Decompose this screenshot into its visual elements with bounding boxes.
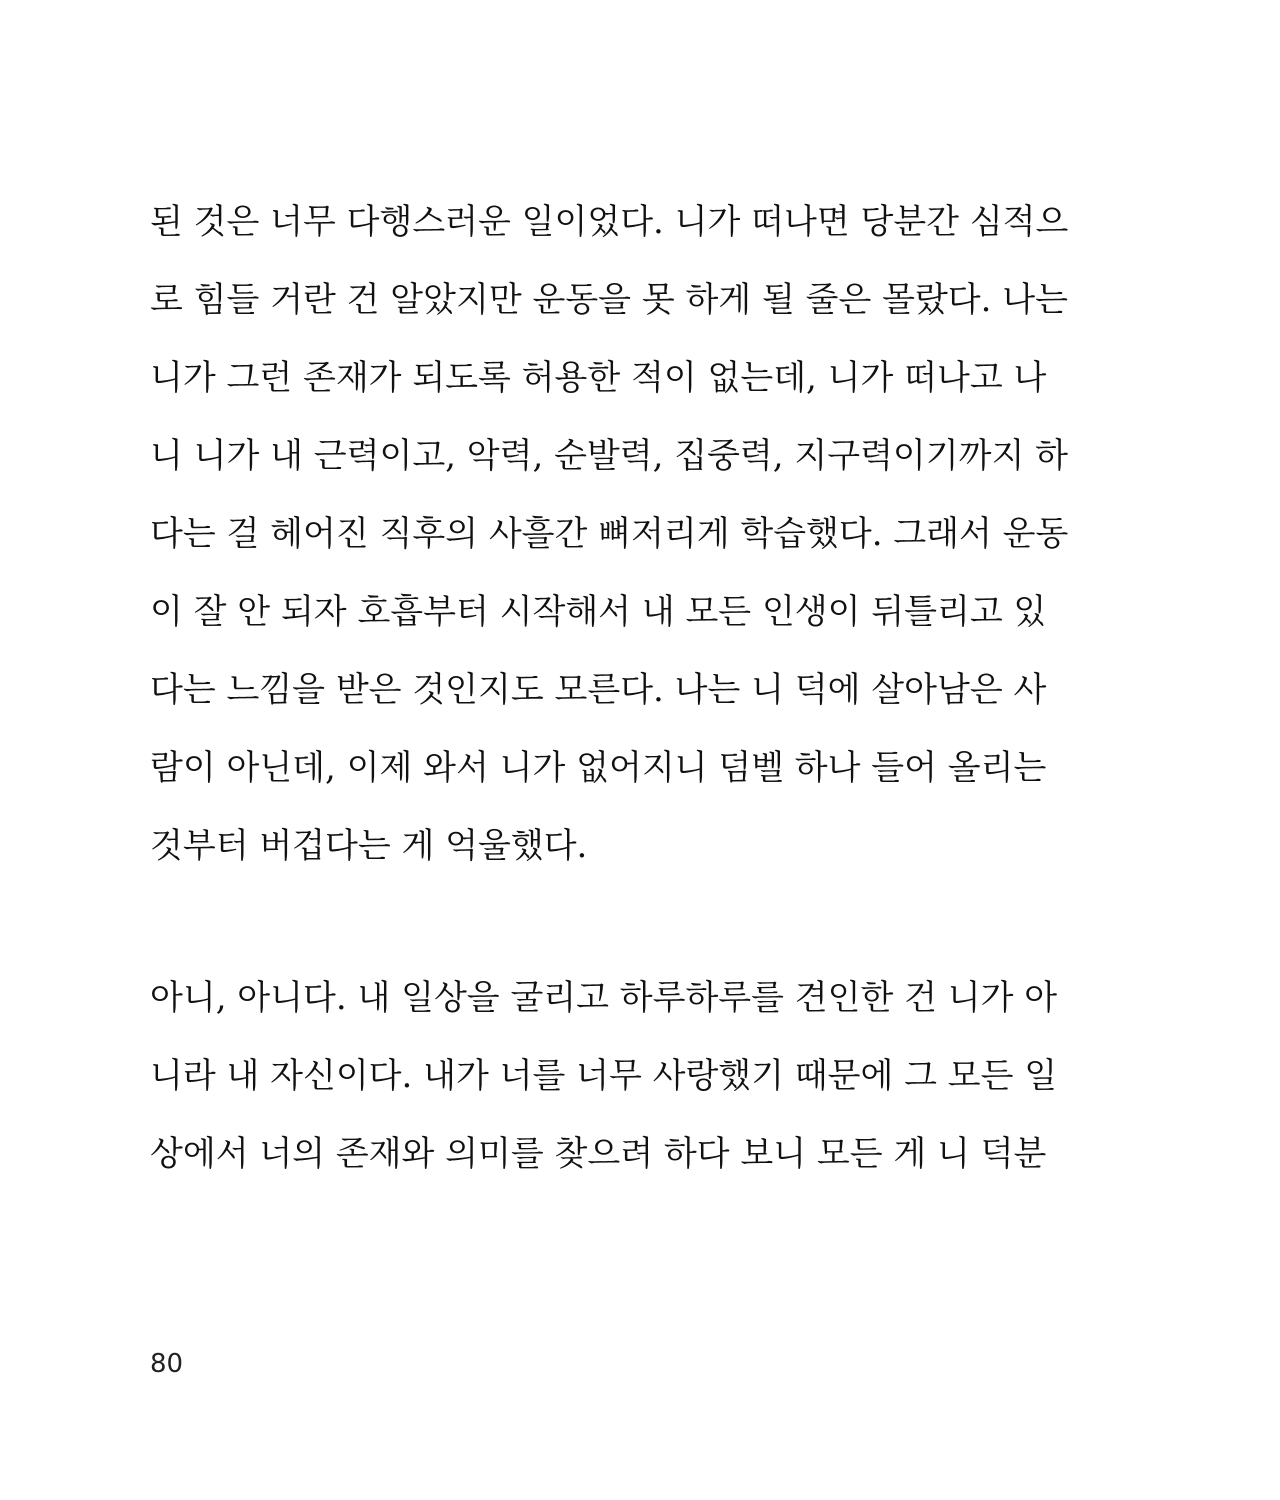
text-line: 상에서 너의 존재와 의미를 찾으려 하다 보니 모든 게 니 덕분 [150, 1134, 1047, 1174]
text-line: 것부터 버겁다는 게 억울했다. [150, 826, 588, 866]
text-line: 람이 아닌데, 이제 와서 니가 없어지니 덤벨 하나 들어 올리는 [150, 748, 1047, 788]
text-line: 다는 걸 헤어진 직후의 사흘간 뼈저리게 학습했다. 그래서 운동 [150, 514, 1069, 554]
text-line: 니가 그런 존재가 되도록 허용한 적이 없는데, 니가 떠나고 나 [150, 358, 1047, 398]
text-line: 니 니가 내 근력이고, 악력, 순발력, 집중력, 지구력이기까지 하 [150, 436, 1068, 476]
text-line: 니라 내 자신이다. 내가 너를 너무 사랑했기 때문에 그 모든 일 [150, 1056, 1058, 1096]
text-line: 아니, 아니다. 내 일상을 굴리고 하루하루를 견인한 건 니가 아 [150, 978, 1058, 1018]
text-line: 이 잘 안 되자 호흡부터 시작해서 내 모든 인생이 뒤틀리고 있 [150, 592, 1047, 632]
text-line: 로 힘들 거란 건 알았지만 운동을 못 하게 될 줄은 몰랐다. 나는 [150, 280, 1068, 320]
text-line: 다는 느낌을 받은 것인지도 모른다. 나는 니 덕에 살아남은 사 [150, 670, 1047, 710]
page-number: 80 [150, 1349, 184, 1379]
text-line: 된 것은 너무 다행스러운 일이었다. 니가 떠나면 당분간 심적으 [150, 202, 1069, 242]
